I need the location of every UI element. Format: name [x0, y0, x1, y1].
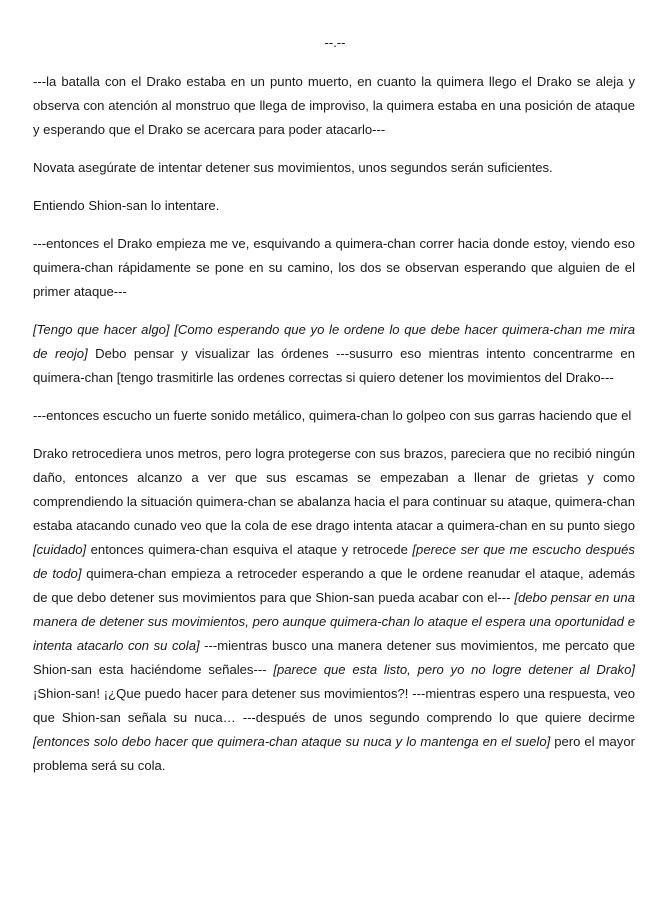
narration-text: Drako retrocediera unos metros, pero logra protegerse con sus brazos, pareciera que no recibió ningún daño, entonces alcanzo a ver que sus escamas se empezaban a llenar de grietas y como comprendiendo la situación quimera-chan se abalanza hacia el para continuar su ataque, quimera-chan estaba atacando cunado veo que la cola de ese drago intenta atacar a quimera-chan en su punto siego [33, 446, 635, 533]
italic-thought-text: [perece ser que me escucho después de todo] [33, 542, 635, 581]
narration-text: Debo pensar y visualizar las órdenes ---susurro eso mientras intento concentrarme en quimera-chan [tengo trasmitirle las ordenes correctas si quiero detener los movimientos del Drako--- [33, 346, 635, 385]
narration-text: ---mientras busco una manera detener sus movimientos, me percato que Shion-san esta haciéndome señales--- [33, 638, 635, 677]
italic-thought-text: [debo pensar en una manera de detener sus movimientos, pero aunque quimera-chan lo ataque el espera una oportunidad e intenta atacarlo con su cola] [33, 590, 635, 653]
narration-text: ¡Shion-san! ¡¿Que puedo hacer para detener sus movimientos?! ---mientras espero una respuesta, veo que Shion-san señala su nuca… ---después de unos segundo comprendo lo que quiere decirme [33, 686, 635, 725]
narration-text: ---entonces el Drako empieza me ve, esquivando a quimera-chan correr hacia donde estoy, viendo eso quimera-chan rápidamente se pone en su camino, los dos se observan esperando que alguien de el primer ataque--- [33, 236, 635, 299]
paragraph [33, 232, 635, 304]
paragraph [33, 70, 635, 142]
story-text [33, 70, 635, 792]
italic-thought-text: [entonces solo debo hacer que quimera-chan ataque su nuca y lo mantenga en el suelo] [33, 734, 551, 749]
paragraph [33, 442, 635, 778]
narration-text: ---entonces escucho un fuerte sonido metálico, quimera-chan lo golpeo con sus garras haciendo que el [33, 408, 632, 423]
italic-thought-text: [Tengo que hacer algo] [Como esperando que yo le ordene lo que debe hacer quimera-chan me mira de reojo] [33, 322, 635, 361]
paragraph [33, 194, 635, 218]
narration-text: pero el mayor problema será su cola. [33, 734, 635, 773]
paragraph [33, 404, 635, 428]
italic-thought-text: [cuidado] [33, 542, 87, 557]
italic-thought-text: [parece que esta listo, pero yo no logre detener al Drako] [273, 662, 636, 677]
narration-text: Entiendo Shion-san lo intentare. [33, 198, 220, 213]
section-separator: --.-- [324, 35, 346, 50]
narration-text: ---la batalla con el Drako estaba en un punto muerto, en cuanto la quimera llego el Drako se aleja y observa con atención al monstruo que llega de improviso, la quimera estaba en una posición de ataque y esperando que el Drako se acercara para poder atacarlo--- [33, 74, 635, 137]
paragraph [33, 318, 635, 390]
paragraph [33, 156, 635, 180]
narration-text: quimera-chan empieza a retroceder esperando a que le ordene reanudar el ataque, además de que debo detener sus movimientos para que Shion-san pueda acabar con el--- [33, 566, 635, 605]
narration-text: Novata asegúrate de intentar detener sus movimientos, unos segundos serán suficientes. [33, 160, 553, 175]
narration-text: entonces quimera-chan esquiva el ataque y retrocede [86, 542, 413, 557]
